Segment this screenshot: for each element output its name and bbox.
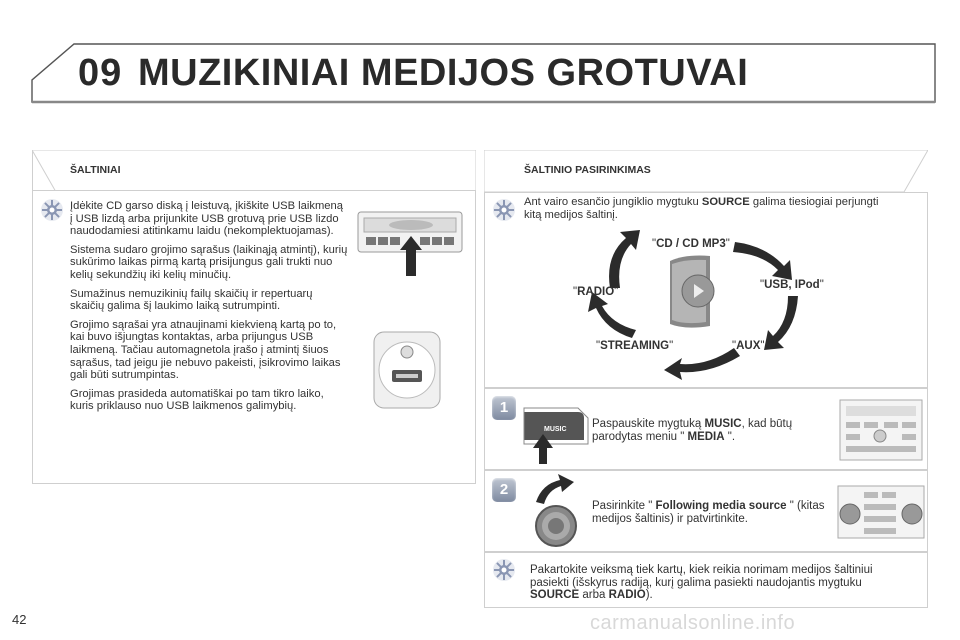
step-1-badge: 1 xyxy=(492,396,516,420)
steering-control-icon xyxy=(670,256,714,328)
sources-paragraph-1: Įdėkite CD garso diską į leistuvą, įkiškite USB laikmeną į USB lizdą arba prijunkite USB grotuvą prie USB lizdo naudodamiesi atitinkamu laidu (nekomplektuojamas). xyxy=(70,200,343,238)
info-gear-icon xyxy=(40,198,64,222)
source-streaming-label: "STREAMING" xyxy=(596,340,674,352)
step-2-text: Pasirinkite " Following media source " (kitas medijos šaltinis) ir patvirtinkite. xyxy=(592,500,825,525)
music-button-illustration xyxy=(520,404,592,466)
usb-socket-illustration xyxy=(372,330,442,410)
info-gear-icon xyxy=(492,198,516,222)
source-aux-label: "AUX" xyxy=(732,340,765,352)
info-gear-icon xyxy=(492,558,516,582)
sources-text xyxy=(70,200,348,419)
source-cycle-diagram xyxy=(570,226,850,386)
page-number: 42 xyxy=(12,612,27,627)
sources-heading: ŠALTINIAI xyxy=(70,164,121,176)
sources-paragraph-5: Grojimas prasideda automatiškai po tam tikro laiko, kuris priklauso nuo USB laikmenos galimybių. xyxy=(70,387,324,413)
repeat-note-text: Pakartokite veiksmą tiek kartų, kiek reikia norimam medijos šaltiniui pasiekti (išskyrus radiją, kurį galima pasiekti naudojantis mygtuku SOURCE arba RADIO). xyxy=(530,564,873,601)
source-cd-label: "CD / CD MP3" xyxy=(652,238,730,250)
radio-panel-knob-illustration xyxy=(836,484,926,540)
cycle-arrow-icon xyxy=(609,230,640,288)
cycle-arrow-icon xyxy=(764,296,798,350)
page-title: MUZIKINIAI MEDIJOS GROTUVAI xyxy=(138,52,749,94)
sources-paragraph-2: Sistema sudaro grojimo sąrašus (laikinąją atmintį), kurių sukūrimo laikas pirmą kartą prisijungus gali trukti nuo kelių sekundžių iki kelių minučių. xyxy=(70,243,348,281)
source-radio-label: "RADIO" xyxy=(573,286,619,298)
radio-panel-illustration xyxy=(838,396,924,464)
step-1-text: Paspauskite mygtuką MUSIC, kad būtų parodytas meniu " MEDIA ". xyxy=(592,418,793,443)
selection-heading: ŠALTINIO PASIRINKIMAS xyxy=(524,164,651,176)
source-intro-text: Ant vairo esančio jungiklio mygtuku SOURCE galima tiesiogiai perjungti kitą medijos šaltinį. xyxy=(524,196,879,221)
rotate-arrow-icon xyxy=(536,474,574,504)
cycle-arrow-icon xyxy=(588,292,636,338)
watermark: carmanualsonline.info xyxy=(590,612,796,634)
knob-illustration xyxy=(524,474,584,548)
cycle-arrow-icon xyxy=(664,348,740,380)
cycle-arrow-icon xyxy=(733,242,792,280)
music-button-label: MUSIC xyxy=(544,426,567,433)
sources-paragraph-4: Grojimo sąrašai yra atnaujinami kiekvieną kartą po to, kai buvo išjungtas kontaktas, arba prijungus USB laikmeną. Tačiau automagnetola įrašo į atmintį šiuos sąrašus, tad jeigu jie nebuvo pakeisti, įsikrovimo laikas gali būti sutrumpintas. xyxy=(70,318,341,382)
source-usb-label: "USB, IPod" xyxy=(760,279,824,291)
chapter-number: 09 xyxy=(78,52,123,94)
sources-divider xyxy=(32,190,476,191)
cd-player-illustration xyxy=(356,210,466,280)
step-2-badge: 2 xyxy=(492,478,516,502)
sources-paragraph-3: Sumažinus nemuzikinių failų skaičių ir repertuarų skaičių galima šį laukimo laiką sutrumpinti. xyxy=(70,287,313,313)
